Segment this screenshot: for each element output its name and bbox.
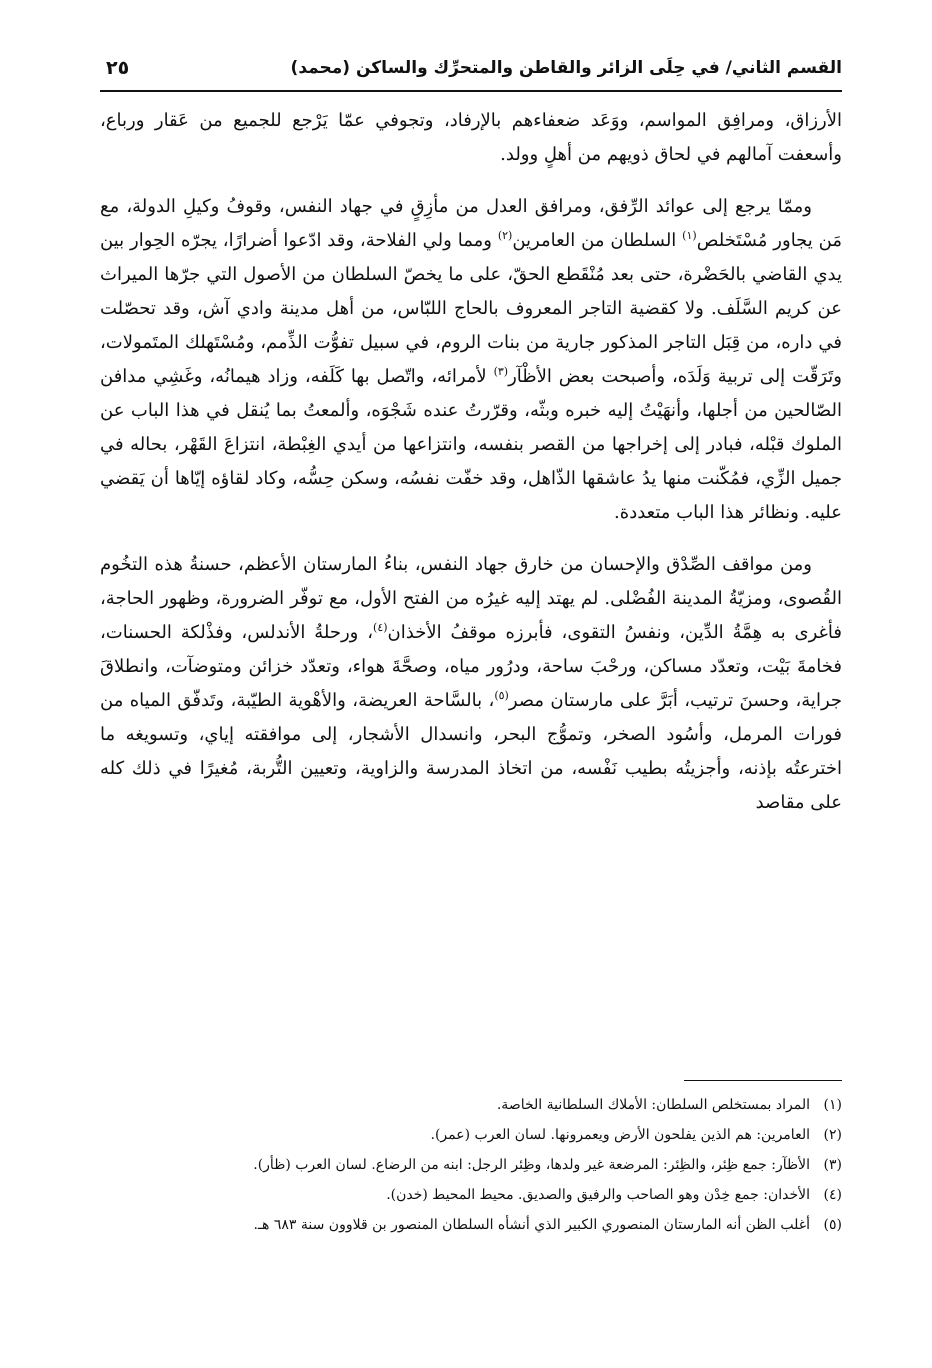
footnote-number: (١) <box>823 1097 842 1113</box>
footnote-text: أغلب الظن أنه المارستان المنصوري الكبير الذي أنشأه السلطان المنصور بن قلاوون سنة ٦٨٣ هـ. <box>253 1217 810 1233</box>
footnote <box>100 1152 842 1178</box>
footnote-text: العامرين: هم الذين يفلحون الأرض ويعمرونها. لسان العرب (عمر). <box>430 1127 810 1143</box>
header-title: القسم الثاني/ في حِلَى الزائر والقاطن والمتحرِّك والساكن (محمد) <box>290 58 842 78</box>
paragraph <box>100 104 842 172</box>
footnote-number: (٣) <box>823 1157 842 1173</box>
book-page <box>100 52 842 1352</box>
paragraph-text: ومما ولي الفلاحة، وقد ادّعوا أضرارًا، يجرّه الحِوار بين يدي القاضي بالحَضْرة، حتى بعد مُنْقَطع الحقّ، على ما يخصّ السلطان من الأصول التي جرّها الميراث عن كريم السَّلَف. ولا كقضية التاجر المعروف بالحاج اللبّاس، من أهل مدينة وادي آش، وقد تحصّلت في داره، من قِبَل التاجر المذكور جارية من بنات الروم، في سبيل تفوُّت الذِّمم، ومُسْتَهلك المتَمولات، وتَرَقّت إلى تربية وَلَدَه، وأصبحت بعض الأظْآر <box>100 230 842 387</box>
paragraph-text: ومن مواقف الصِّدْق والإحسان من خارق جهاد النفس، بناءُ المارستان الأعظم، حسنةُ هذه التخُوم القُصوى، ومزيّةُ المدينة الفُضْلى. لم يهتد إليه غيرُه من الفتح الأول، مع توفّر الضرورة، وظهور الحاجة، فأغرى به هِمَّةُ الدِّين، ونفسُ التقوى، فأبرزه موقفُ الأخذان <box>100 554 843 643</box>
footnote-reference: (٢) <box>497 229 513 242</box>
footnote-text: الأخدان: جمع خِدْن وهو الصاحب والرفيق والصديق. محيط المحيط (خدن). <box>386 1187 810 1203</box>
footnote-reference: (٣) <box>493 365 509 378</box>
footnotes <box>100 1092 842 1242</box>
paragraph-text: الأرزاق، ومرافِق المواسم، ووَعَد ضعفاءهم بالإرفاد، وتجوفي عمّا يَرْجع للجميع من عَقار ورباع، وأسعفت آمالهم في لحاق ذويهم من أهلٍ وولد. <box>100 110 842 165</box>
footnote-number: (٤) <box>823 1187 842 1203</box>
paragraph-text: ، بالسَّاحة العريضة، والأهْوية الطيّبة، وتَدفّق المياه من فورات المرمل، وأسُود الصخر، وتموُّج البحر، وانسدال الأشجار، إلى موافقته إياي، وتسويغه ما اخترعتُه بإذنه، وأجزيتُه بطيب نَفْسه، من اتخاذ المدرسة والزاوية، وتعيين التُّربة، مُغيرًا في ذلك كله على مقاصد <box>100 690 842 813</box>
paragraph-text: ، ورحلةُ الأندلس، وفذْلكة الحسنات، فخامةَ بَيْت، وتعدّد مساكن، ورحْبَ ساحة، ودرُور مياه، وصحَّةَ هواء، وتعدّد خزائن ومتوضآت، وانطلاقَ جراية، وحسنَ ترتيب، أبَرَّ على مارستان مصر <box>100 622 842 711</box>
footnote-number: (٢) <box>823 1127 842 1143</box>
footnote-reference: (٤) <box>373 621 388 634</box>
footnote-separator <box>684 1080 842 1081</box>
footnote-number: (٥) <box>823 1217 842 1233</box>
paragraph <box>100 190 842 530</box>
page-number: ٢٥ <box>106 57 130 79</box>
footnote <box>100 1212 842 1238</box>
footnote <box>100 1122 842 1148</box>
footnote-reference: (٥) <box>494 689 509 702</box>
footnote-reference: (١) <box>682 229 697 242</box>
main-text <box>100 104 842 820</box>
footnote-text: المراد بمستخلص السلطان: الأملاك السلطانية الخاصة. <box>496 1097 810 1113</box>
paragraph-text: السلطان من العامرين <box>512 230 683 251</box>
paragraph-text: لأمرائه، واتّصل بها كَلَفه، وزاد هيمانُه، وغَشِي مدافن الصّالحين من أجلها، وأنهَيْتُ إليه خبره وبثّه، وقرّرتُ عنده شَجْوَه، وألمعتُ بما يُنقل في هذا الباب عن الملوك قبْله، فبادر إلى إخراجها من القصر بنفسه، وانتزاعها من أيدي الغِبْطة، انتزاعَ القَهْر، بحاله في جميل الزِّي، فمُكّنت منها يدُ عاشقها الذّاهل، وقد خفّت نفسُه، وسكن حِسُّه، وكاد لقاؤه إيّاها أن يَقضي عليه. ونظائر هذا الباب متعددة. <box>100 366 842 523</box>
paragraph <box>100 548 842 820</box>
footnote <box>100 1182 842 1208</box>
footnote <box>100 1092 842 1118</box>
footnote-text: الأظآر: جمع ظِئر، والظِئر: المرضعة غير ولدها، وظِئر الرجل: ابنه من الرضاع. لسان العرب (ظأر). <box>253 1157 810 1173</box>
paragraph-text: وممّا يرجع إلى عوائد الرِّفق، ومرافق العدل من مأزِقٍ في جهاد النفس، وقوفُ وكيلِ الدولة، مع مَن يجاور مُسْتَخلص <box>100 196 843 251</box>
running-header <box>100 52 842 92</box>
